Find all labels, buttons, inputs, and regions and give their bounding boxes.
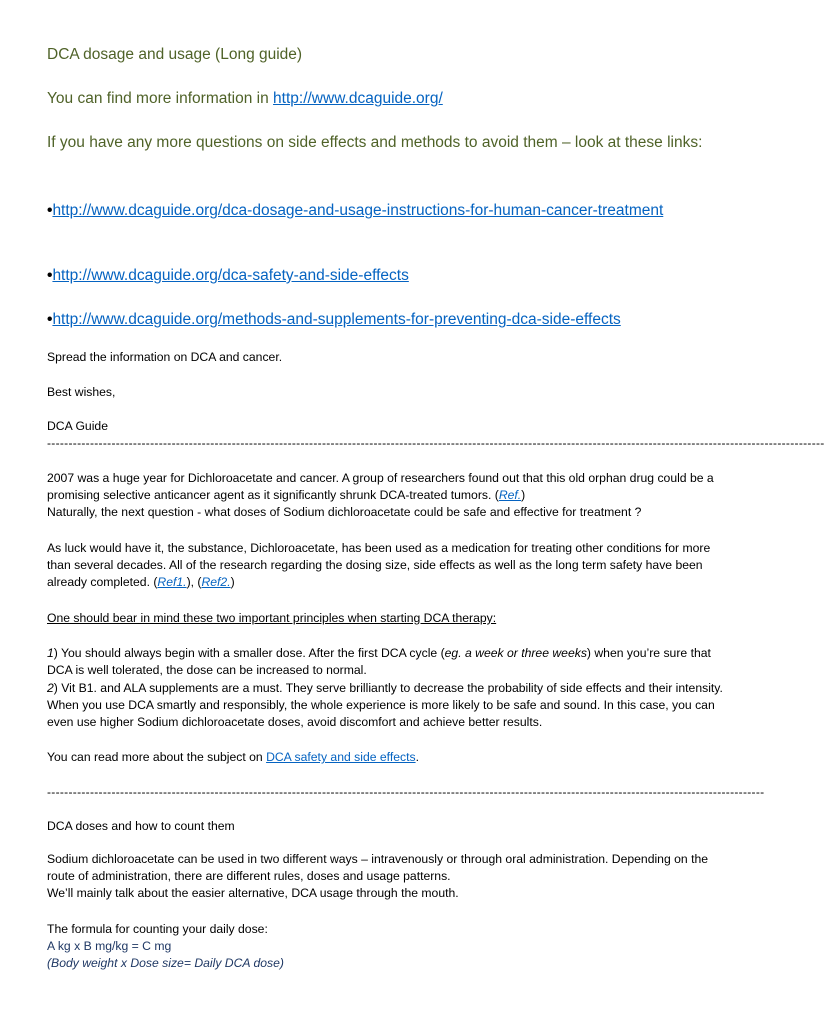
read-more-suffix: . [415, 750, 419, 764]
doses-line2: We’ll mainly talk about the easier alternative, DCA usage through the mouth. [47, 886, 459, 900]
dca-safety-link[interactable]: DCA safety and side effects [266, 750, 416, 764]
doses-text: Sodium dichloroacetate can be used in two different ways – intravenously or through oral administration. Depending on the route of administration, there are different rules, doses and usage patterns. [47, 852, 709, 883]
formula-text: A kg x B mg/kg = C mg [47, 939, 172, 953]
read-more-prefix: You can read more about the subject on [47, 750, 267, 764]
doses-paragraph [47, 851, 727, 902]
dcaguide-home-link[interactable]: http://www.dcaguide.org/ [273, 90, 443, 107]
doses-heading: DCA doses and how to count them [47, 819, 235, 833]
intro-paragraph-1 [47, 470, 727, 521]
ref-link[interactable]: Ref. [498, 488, 522, 502]
link-item-dosage [47, 200, 727, 221]
intro-p2-mid: ), ( [186, 575, 202, 589]
intro-p2-end: ) [230, 575, 235, 589]
safety-side-effects-link[interactable]: http://www.dcaguide.org/dca-safety-and-side-effects [52, 267, 409, 284]
questions-line: If you have any more questions on side effects and methods to avoid them – look at these links: [47, 134, 703, 151]
read-more-line [47, 749, 727, 766]
bullet-icon: • [47, 267, 53, 284]
document-title: DCA dosage and usage (Long guide) [47, 46, 303, 63]
intro-p1-text: 2007 was a huge year for Dichloroacetate and cancer. A group of researchers found out that this old orphan drug could be a promising selective anticancer agent as it significantly shrunk DCA-treated tumors. ( [47, 471, 714, 502]
best-wishes-text: Best wishes, [47, 385, 116, 399]
principle-2 [47, 680, 727, 731]
principle-2-number: 2 [47, 681, 54, 695]
bullet-icon: • [47, 202, 53, 219]
bullet-icon: • [47, 311, 53, 328]
methods-supplements-link[interactable]: http://www.dcaguide.org/methods-and-supplements-for-preventing-dca-side-effects [52, 311, 621, 328]
signature-text: DCA Guide [47, 419, 108, 433]
ref2-link[interactable]: Ref2. [201, 575, 231, 589]
intro-paragraph-2 [47, 540, 727, 591]
link-item-methods [47, 309, 727, 330]
more-info-line [47, 88, 443, 109]
more-info-prefix: You can find more information in [47, 90, 274, 107]
principle-1-text-b: ) when you’re sure that DCA is well tolerated, the dose can be increased to normal. [47, 646, 711, 677]
ref1-link[interactable]: Ref1. [157, 575, 187, 589]
formula-note [47, 955, 727, 972]
principle-1 [47, 645, 727, 679]
divider-line: ------------------------------------------------------------------------------------------------------------------------------------------------------------------------------------- [47, 436, 825, 450]
intro-p1-line2: Naturally, the next question - what doses of Sodium dichloroacetate could be safe and effective for treatment ? [47, 505, 642, 519]
principles-heading: One should bear in mind these two important principles when starting DCA therapy: [47, 611, 497, 625]
link-item-safety [47, 265, 727, 286]
divider-line: ----------------------------------------------------------------------------------------------------------------------------------------------------------------------- [47, 785, 765, 799]
dosage-instructions-link[interactable]: http://www.dcaguide.org/dca-dosage-and-usage-instructions-for-human-cancer-treatment [52, 202, 664, 219]
spread-info-text: Spread the information on DCA and cancer. [47, 350, 283, 364]
principle-1-number: 1 [47, 646, 54, 660]
principle-1-example: eg. a week or three weeks [444, 646, 587, 660]
intro-p2-text: As luck would have it, the substance, Dichloroacetate, has been used as a medication for treating other conditions for more than several decades. All of the research regarding the dosing size, side effects as well as the long term safety have been already completed. ( [47, 541, 711, 589]
formula-label: The formula for counting your daily dose: [47, 922, 268, 936]
formula-note-text: (Body weight x Dose size= Daily DCA dose) [47, 956, 284, 970]
intro-p1-end: ) [521, 488, 526, 502]
principle-2-text: ) Vit B1. and ALA supplements are a must. They serve brilliantly to decrease the probability of side effects and their intensity. When you use DCA smartly and responsibly, the whole experience is more likely to be safe and sound. In this case, you can even use higher Sodium dichloroacetate doses, avoid discomfort and achieve better results. [47, 681, 723, 729]
principle-1-text-a: ) You should always begin with a smaller dose. After the first DCA cycle ( [53, 646, 445, 660]
